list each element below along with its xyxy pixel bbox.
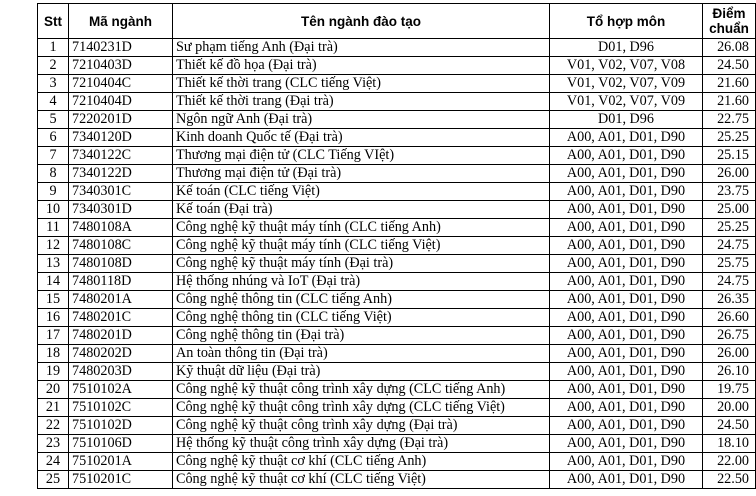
cell-stt: 8 — [38, 165, 69, 183]
cell-name: Thương mại điện tử (Đại trà) — [173, 165, 550, 183]
cell-code: 7510102A — [69, 381, 173, 399]
cell-combo: A00, A01, D01, D90 — [550, 129, 703, 147]
cell-code: 7480203D — [69, 363, 173, 381]
cell-stt: 22 — [38, 417, 69, 435]
cell-stt: 15 — [38, 291, 69, 309]
cell-score: 26.00 — [703, 345, 756, 363]
cell-combo: D01, D96 — [550, 111, 703, 129]
cell-code: 7480201D — [69, 327, 173, 345]
table-row — [38, 39, 756, 57]
cell-name: Công nghệ thông tin (Đại trà) — [173, 327, 550, 345]
cell-stt: 11 — [38, 219, 69, 237]
table-row — [38, 219, 756, 237]
cell-score: 24.75 — [703, 273, 756, 291]
cell-combo: V01, V02, V07, V08 — [550, 57, 703, 75]
cell-stt: 6 — [38, 129, 69, 147]
cell-code: 7210404C — [69, 75, 173, 93]
cell-combo: A00, A01, D01, D90 — [550, 309, 703, 327]
cell-combo: A00, A01, D01, D90 — [550, 219, 703, 237]
cell-name: Thiết kế thời trang (Đại trà) — [173, 93, 550, 111]
cell-combo: A00, A01, D01, D90 — [550, 237, 703, 255]
cell-code: 7480201C — [69, 309, 173, 327]
cell-score: 23.75 — [703, 183, 756, 201]
table-row — [38, 201, 756, 219]
cell-name: Công nghệ kỹ thuật công trình xây dựng (CLC tiếng Việt) — [173, 399, 550, 417]
table-row — [38, 111, 756, 129]
cell-score: 25.75 — [703, 255, 756, 273]
cell-code: 7480108C — [69, 237, 173, 255]
table-row — [38, 345, 756, 363]
cell-score: 20.00 — [703, 399, 756, 417]
cell-score: 22.75 — [703, 111, 756, 129]
cell-stt: 1 — [38, 39, 69, 57]
cell-name: Kinh doanh Quốc tế (Đại trà) — [173, 129, 550, 147]
cell-score: 26.00 — [703, 165, 756, 183]
table-body — [38, 39, 756, 489]
cell-score: 24.50 — [703, 417, 756, 435]
cell-score: 19.75 — [703, 381, 756, 399]
cell-code: 7480202D — [69, 345, 173, 363]
table-header — [38, 4, 756, 39]
cell-combo: A00, A01, D01, D90 — [550, 291, 703, 309]
cell-score: 26.08 — [703, 39, 756, 57]
cell-combo: A00, A01, D01, D90 — [550, 255, 703, 273]
table-row — [38, 417, 756, 435]
cell-stt: 25 — [38, 471, 69, 489]
cell-combo: A00, A01, D01, D90 — [550, 201, 703, 219]
table-row — [38, 471, 756, 489]
header-score-line1: Điểm — [712, 6, 746, 21]
cell-score: 26.75 — [703, 327, 756, 345]
cell-score: 18.10 — [703, 435, 756, 453]
cell-combo: V01, V02, V07, V09 — [550, 75, 703, 93]
cell-stt: 10 — [38, 201, 69, 219]
admission-score-sheet — [37, 3, 749, 489]
header-stt: Stt — [38, 4, 69, 39]
table-row — [38, 165, 756, 183]
cell-name: Kỹ thuật dữ liệu (Đại trà) — [173, 363, 550, 381]
cell-combo: A00, A01, D01, D90 — [550, 471, 703, 489]
cell-score: 21.60 — [703, 75, 756, 93]
cell-score: 25.00 — [703, 201, 756, 219]
cell-score: 25.15 — [703, 147, 756, 165]
cell-score: 26.10 — [703, 363, 756, 381]
cell-combo: A00, A01, D01, D90 — [550, 327, 703, 345]
cell-score: 24.50 — [703, 57, 756, 75]
cell-stt: 2 — [38, 57, 69, 75]
table-row — [38, 291, 756, 309]
cell-combo: A00, A01, D01, D90 — [550, 435, 703, 453]
cell-combo: A00, A01, D01, D90 — [550, 381, 703, 399]
cell-code: 7340120D — [69, 129, 173, 147]
table-row — [38, 255, 756, 273]
cell-combo: A00, A01, D01, D90 — [550, 345, 703, 363]
admission-score-table — [37, 3, 756, 489]
cell-name: Thiết kế thời trang (CLC tiếng Việt) — [173, 75, 550, 93]
cell-score: 22.50 — [703, 471, 756, 489]
header-combo: Tổ hợp môn — [550, 4, 703, 39]
cell-code: 7480108D — [69, 255, 173, 273]
cell-stt: 3 — [38, 75, 69, 93]
table-row — [38, 183, 756, 201]
cell-name: Công nghệ kỹ thuật cơ khí (CLC tiếng Anh) — [173, 453, 550, 471]
cell-combo: D01, D96 — [550, 39, 703, 57]
cell-score: 22.00 — [703, 453, 756, 471]
cell-code: 7480108A — [69, 219, 173, 237]
cell-stt: 18 — [38, 345, 69, 363]
cell-stt: 17 — [38, 327, 69, 345]
cell-combo: A00, A01, D01, D90 — [550, 273, 703, 291]
cell-code: 7340301C — [69, 183, 173, 201]
table-row — [38, 309, 756, 327]
cell-name: An toàn thông tin (Đại trà) — [173, 345, 550, 363]
cell-combo: A00, A01, D01, D90 — [550, 165, 703, 183]
cell-name: Thiết kế đồ họa (Đại trà) — [173, 57, 550, 75]
cell-code: 7510106D — [69, 435, 173, 453]
cell-stt: 5 — [38, 111, 69, 129]
table-row — [38, 237, 756, 255]
cell-combo: A00, A01, D01, D90 — [550, 399, 703, 417]
cell-score: 24.75 — [703, 237, 756, 255]
cell-name: Hệ thống nhúng và IoT (Đại trà) — [173, 273, 550, 291]
table-row — [38, 57, 756, 75]
cell-combo: V01, V02, V07, V09 — [550, 93, 703, 111]
cell-stt: 12 — [38, 237, 69, 255]
cell-name: Công nghệ thông tin (CLC tiếng Anh) — [173, 291, 550, 309]
cell-stt: 13 — [38, 255, 69, 273]
cell-name: Công nghệ kỹ thuật máy tính (CLC tiếng Anh) — [173, 219, 550, 237]
cell-stt: 19 — [38, 363, 69, 381]
table-row — [38, 75, 756, 93]
header-score — [703, 4, 756, 39]
table-row — [38, 129, 756, 147]
cell-code: 7210404D — [69, 93, 173, 111]
cell-name: Công nghệ kỹ thuật công trình xây dựng (CLC tiếng Anh) — [173, 381, 550, 399]
cell-stt: 24 — [38, 453, 69, 471]
cell-code: 7340122D — [69, 165, 173, 183]
cell-name: Thương mại điện tử (CLC Tiếng VIệt) — [173, 147, 550, 165]
cell-code: 7510201A — [69, 453, 173, 471]
table-row — [38, 399, 756, 417]
cell-code: 7340122C — [69, 147, 173, 165]
cell-stt: 16 — [38, 309, 69, 327]
cell-score: 25.25 — [703, 219, 756, 237]
cell-code: 7210403D — [69, 57, 173, 75]
cell-code: 7340301D — [69, 201, 173, 219]
cell-name: Công nghệ kỹ thuật công trình xây dựng (Đại trà) — [173, 417, 550, 435]
cell-score: 26.35 — [703, 291, 756, 309]
header-row — [38, 4, 756, 39]
cell-stt: 9 — [38, 183, 69, 201]
table-row — [38, 435, 756, 453]
table-row — [38, 363, 756, 381]
table-row — [38, 453, 756, 471]
cell-score: 26.60 — [703, 309, 756, 327]
cell-code: 7220201D — [69, 111, 173, 129]
header-score-line2: chuẩn — [709, 21, 749, 36]
cell-name: Công nghệ thông tin (CLC tiếng Việt) — [173, 309, 550, 327]
cell-stt: 20 — [38, 381, 69, 399]
cell-stt: 7 — [38, 147, 69, 165]
cell-name: Sư phạm tiếng Anh (Đại trà) — [173, 39, 550, 57]
table-row — [38, 273, 756, 291]
cell-combo: A00, A01, D01, D90 — [550, 147, 703, 165]
cell-combo: A00, A01, D01, D90 — [550, 363, 703, 381]
cell-code: 7510201C — [69, 471, 173, 489]
cell-stt: 23 — [38, 435, 69, 453]
cell-name: Kế toán (Đại trà) — [173, 201, 550, 219]
cell-combo: A00, A01, D01, D90 — [550, 183, 703, 201]
cell-name: Kế toán (CLC tiếng Việt) — [173, 183, 550, 201]
cell-stt: 4 — [38, 93, 69, 111]
cell-code: 7510102D — [69, 417, 173, 435]
cell-stt: 14 — [38, 273, 69, 291]
cell-score: 25.25 — [703, 129, 756, 147]
cell-combo: A00, A01, D01, D90 — [550, 453, 703, 471]
cell-code: 7140231D — [69, 39, 173, 57]
cell-score: 21.60 — [703, 93, 756, 111]
table-row — [38, 381, 756, 399]
table-row — [38, 93, 756, 111]
cell-code: 7510102C — [69, 399, 173, 417]
cell-combo: A00, A01, D01, D90 — [550, 417, 703, 435]
cell-code: 7480201A — [69, 291, 173, 309]
cell-name: Ngôn ngữ Anh (Đại trà) — [173, 111, 550, 129]
cell-name: Công nghệ kỹ thuật máy tính (Đại trà) — [173, 255, 550, 273]
cell-code: 7480118D — [69, 273, 173, 291]
table-row — [38, 147, 756, 165]
cell-stt: 21 — [38, 399, 69, 417]
cell-name: Công nghệ kỹ thuật máy tính (CLC tiếng Việt) — [173, 237, 550, 255]
cell-name: Công nghệ kỹ thuật cơ khí (CLC tiếng Việt) — [173, 471, 550, 489]
table-row — [38, 327, 756, 345]
header-name: Tên ngành đào tạo — [173, 4, 550, 39]
cell-name: Hệ thống kỹ thuật công trình xây dựng (Đại trà) — [173, 435, 550, 453]
header-code: Mã ngành — [69, 4, 173, 39]
